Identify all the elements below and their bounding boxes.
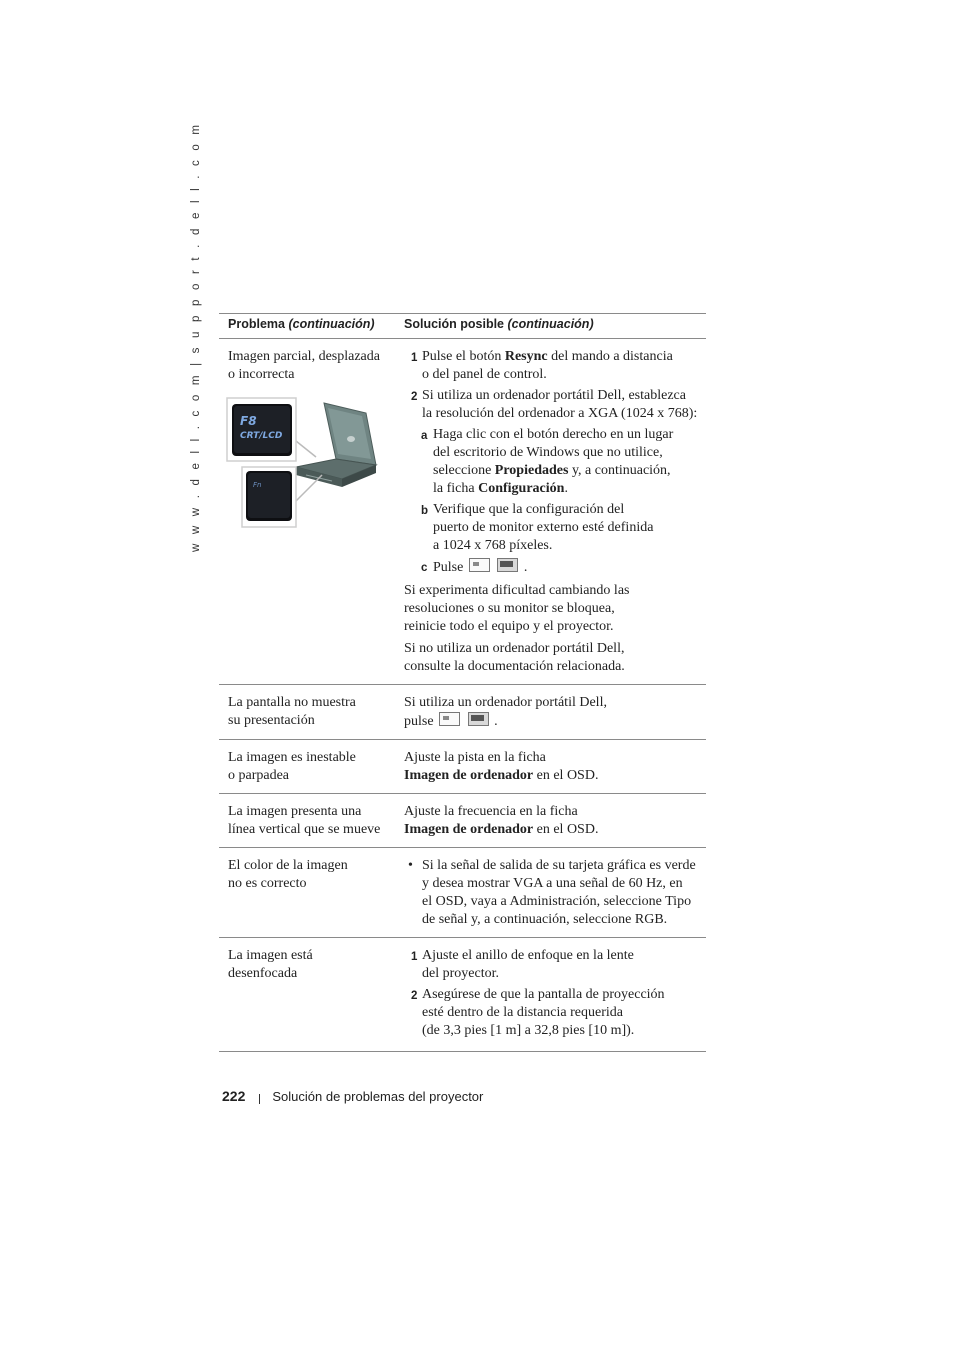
fn-key-icon [439, 712, 460, 726]
problem-cell: La pantalla no muestra su presentación [219, 685, 395, 740]
table-row [219, 339, 706, 685]
svg-text:F8: F8 [240, 414, 257, 428]
solution-cell [395, 938, 706, 1052]
header-solution: Solución posible (continuación) [395, 314, 706, 339]
solution-substep: c Pulse . [421, 560, 528, 575]
solution-step: 2 Asegúrese de que la pantalla de proyección esté dentro de la distancia requerida (de 3,3 pies [1 m] a 32,8 pies [10 m]). [411, 987, 665, 1038]
page-footer [222, 1088, 483, 1104]
display-toggle-key-icon [497, 558, 518, 572]
svg-text:Fn: Fn [253, 481, 262, 489]
table-row [219, 685, 706, 740]
laptop-icon [296, 403, 376, 487]
table-row [219, 938, 706, 1052]
problem-cell: La imagen está desenfocada [219, 938, 395, 1052]
header-problem: Problema (continuación) [219, 314, 395, 339]
table-row [219, 794, 706, 848]
troubleshooting-table [219, 313, 706, 1052]
problem-text: Imagen parcial, desplazada [228, 349, 380, 364]
page-number: 222 [222, 1088, 246, 1104]
solution-bullet: • Si la señal de salida de su tarjeta gráfica es verde y desea mostrar VGA a una señal de 60 Hz, en el OSD, vaya a Administración, seleccione Tipo de señal y, a continuación, seleccione RGB. [408, 858, 696, 927]
keyboard-shortcut-illustration [226, 395, 384, 535]
problem-cell: La imagen es inestable o parpadea [219, 740, 395, 794]
fn-key-icon [469, 558, 490, 572]
problem-cell: El color de la imagen no es correcto [219, 848, 395, 938]
footer-title: Solución de problemas del proyector [272, 1089, 484, 1104]
problem-cell: La imagen presenta una línea vertical que se mueve [219, 794, 395, 848]
solution-note: Si no utiliza un ordenador portátil Dell, consulte la documentación relacionada. [404, 641, 625, 674]
problem-text: o incorrecta [228, 367, 295, 382]
solution-step: 2 Si utiliza un ordenador portátil Dell, establezca la resolución del ordenador a XGA (1024 x 768): [411, 388, 698, 421]
solution-cell: Si utiliza un ordenador portátil Dell, pulse . [395, 685, 706, 740]
solution-cell [395, 848, 706, 938]
svg-text:CRT/LCD: CRT/LCD [240, 431, 283, 441]
solution-substep: b Verifique que la configuración del puerto de monitor externo esté definida a 1024 x 768 píxeles. [421, 502, 654, 553]
table-header-row [219, 314, 706, 339]
solution-step: 1 Pulse el botón Resync del mando a distancia o del panel de control. [411, 349, 673, 382]
solution-cell [395, 339, 706, 685]
solution-step: 1 Ajuste el anillo de enfoque en la lente del proyector. [411, 948, 634, 981]
problem-cell [219, 339, 395, 685]
solution-substep: a Haga clic con el botón derecho en un lugar del escritorio de Windows que no utilice, seleccione Propiedades y, a continuación, la ficha Configuración. [421, 427, 674, 496]
solution-cell: Ajuste la frecuencia en la ficha Imagen de ordenador en el OSD. [395, 794, 706, 848]
table-row [219, 740, 706, 794]
table-row [219, 848, 706, 938]
footer-divider [259, 1094, 260, 1104]
solution-cell: Ajuste la pista en la ficha Imagen de ordenador en el OSD. [395, 740, 706, 794]
side-url: w w w . d e l l . c o m | s u p p o r t . d e l l . c o m [190, 121, 202, 552]
display-toggle-key-icon [468, 712, 489, 726]
solution-note: Si experimenta dificultad cambiando las resoluciones o su monitor se bloquea, reinicie todo el equipo y el proyector. [404, 583, 630, 634]
